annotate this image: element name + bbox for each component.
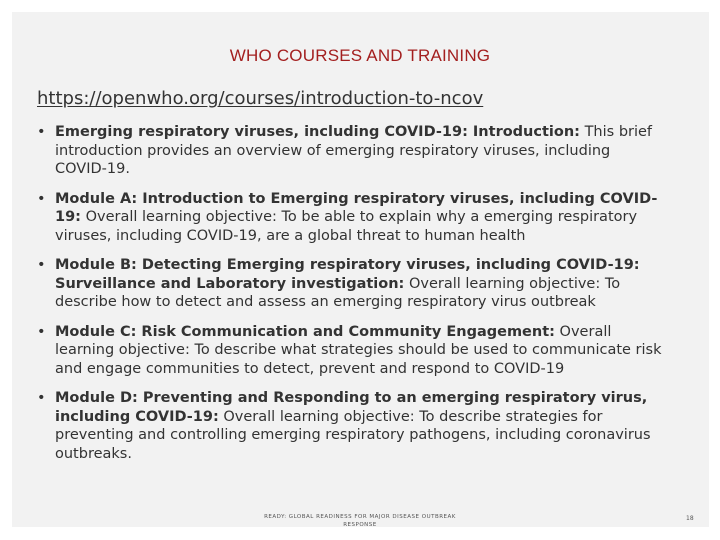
bullet-heading: Emerging respiratory viruses, including COVID-19: Introduction: [55,124,580,140]
bullet-icon: • [37,390,46,406]
bullet-list [37,123,665,474]
slide-title: WHO COURSES AND TRAINING [229,46,491,65]
bullet-text: Overall learning objective: To describe how to detect and assess an emerging respiratory virus outbreak [55,275,621,310]
bullet-item [37,123,665,179]
bullet-heading: Module C: Risk Communication and Community Engagement: [55,323,555,340]
bullet-item [37,389,665,463]
bullet-icon: • [37,323,46,340]
bullet-item [37,190,665,246]
bullet-text: Overall learning objective: To describe strategies for preventing and controlling emerging respiratory pathogens, including coronavirus outbreaks. [55,408,651,462]
bullet-icon: • [37,257,46,273]
bullet-heading: Module B: Detecting Emerging respiratory viruses, including COVID-19: Surveillance and Laboratory investigation: [55,257,640,292]
bullet-text: Overall learning objective: To describe what strategies should be used to communicate risk and engage communities to detect, prevent and respond to COVID-19 [55,323,662,377]
bullet-heading: Module D: Preventing and Responding to an emerging respiratory virus, including COVID-19: [55,390,648,425]
bullet-heading: Module A: Introduction to Emerging respiratory viruses, including COVID-19: [55,190,658,225]
bullet-text: This brief introduction provides an overview of emerging respiratory viruses, including COVID-19. [55,124,653,177]
bullet-text: Overall learning objective: To be able to explain why a emerging respiratory viruses, including COVID-19, are a global threat to human health [55,209,638,244]
slide-footer: READY: GLOBAL READINESS FOR MAJOR DISEASE OUTBREAK RESPONSE [264,514,456,528]
bullet-item [37,256,665,312]
bullet-item [37,323,665,379]
bullet-icon: • [37,124,46,140]
page-number: 18 [686,515,694,522]
course-link[interactable]: https://openwho.org/courses/introduction-to-ncov [37,88,484,109]
bullet-icon: • [37,190,46,207]
